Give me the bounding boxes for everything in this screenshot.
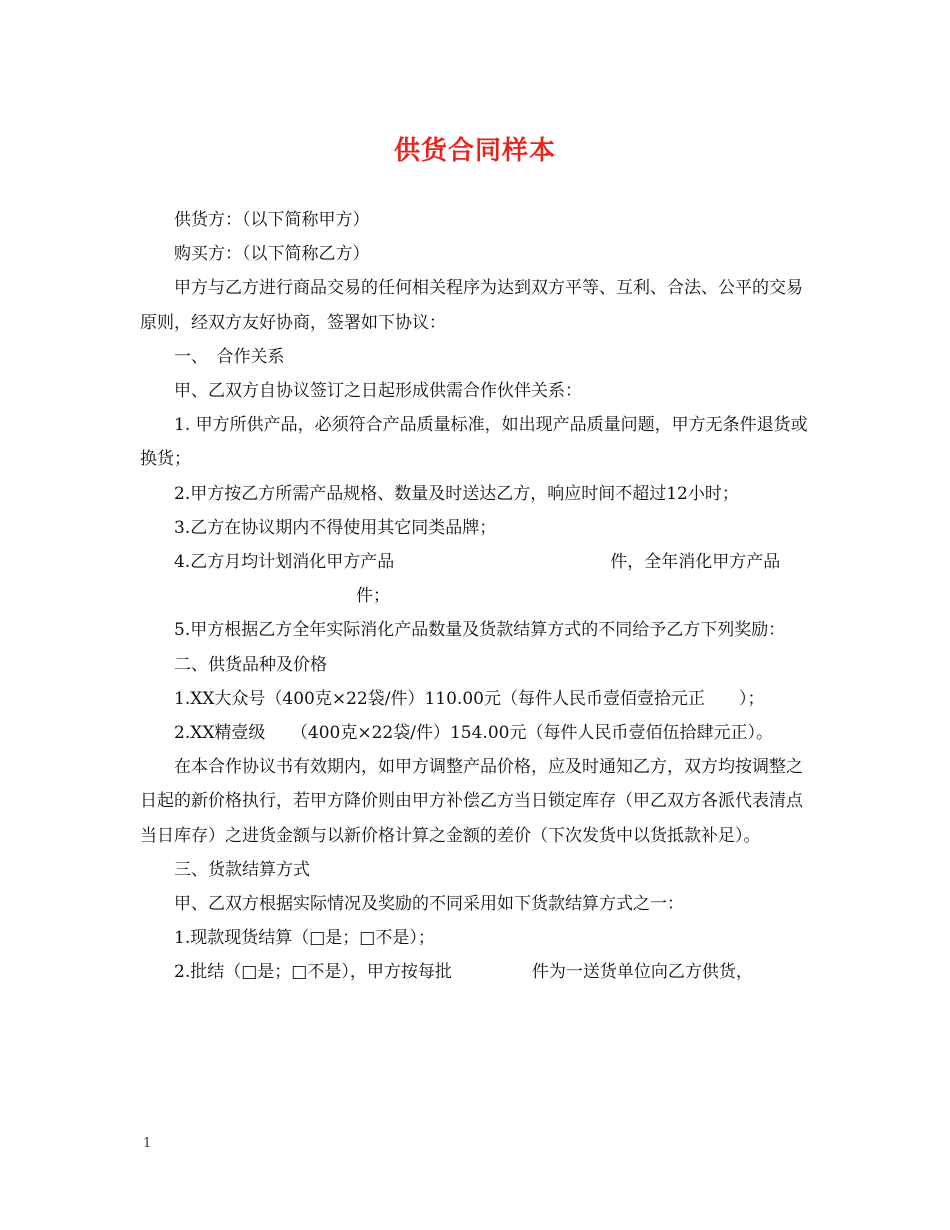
paragraph-price-adjustment: 在本合作协议书有效期内，如甲方调整产品价格，应及时通知乙方，双方均按调整之日起的新价格执行，若甲方降价则由甲方补偿乙方当日锁定库存（甲乙双方各派代表清点当日库存）之进货金额与以新价格计算之金额的差价（下次发货中以货抵款补足）。 — [140, 757, 803, 846]
paragraph-intro: 甲方与乙方进行商品交易的任何相关程序为达到双方平等、互利、合法、公平的交易原则，经双方友好协商，签署如下协议： — [140, 278, 803, 333]
settlement-option-2-part-a: 2.批结（□是；□不是），甲方按每批 — [174, 962, 452, 983]
settlement-option-2 — [140, 955, 812, 989]
price-item-2: 2.XX精壹级 （400克×22袋/件）154.00元（每件人民币壹佰伍拾肆元正）。 — [174, 723, 773, 744]
document-body — [140, 203, 812, 990]
clause-1-4-part-b: 件，全年消化甲方产品 — [610, 552, 781, 573]
clause-1-4-part-a: 4.乙方月均计划消化甲方产品 — [174, 552, 395, 573]
section-heading-3: 三、货款结算方式 — [174, 859, 310, 880]
clause-1-3: 3.乙方在协议期内不得使用其它同类品牌； — [174, 517, 497, 538]
paragraph-partnership: 甲、乙双方自协议签订之日起形成供需合作伙伴关系： — [174, 381, 582, 402]
clause-1-2: 2.甲方按乙方所需产品规格、数量及时送达乙方，响应时间不超过12小时； — [174, 483, 739, 504]
page-number: 1 — [143, 1136, 152, 1151]
price-item-1: 1.XX大众号（400克×22袋/件）110.00元（每件人民币壹佰壹拾元正 ）； — [174, 688, 765, 709]
document-title: 供货合同样本 — [393, 136, 556, 166]
paragraph-buyer: 购买方：（以下简称乙方） — [174, 244, 370, 265]
clause-1-4 — [140, 545, 812, 613]
clause-1-4-part-c: 件； — [356, 586, 390, 607]
settlement-option-2-part-b: 件为一送货单位向乙方供货， — [531, 962, 753, 983]
paragraph-settlement-intro: 甲、乙双方根据实际情况及奖励的不同采用如下货款结算方式之一： — [174, 894, 684, 915]
section-heading-1: 一、 合作关系 — [174, 346, 285, 367]
paragraph-supplier: 供货方：（以下简称甲方） — [174, 210, 370, 230]
settlement-option-1: 1.现款现货结算（□是；□不是）； — [174, 928, 435, 949]
clause-1-1: 1. 甲方所供产品，必须符合产品质量标准，如出现产品质量问题，甲方无条件退货或换货； — [140, 415, 808, 470]
clause-1-5: 5.甲方根据乙方全年实际消化产品数量及货款结算方式的不同给予乙方下列奖励： — [174, 620, 786, 641]
section-heading-2: 二、供货品种及价格 — [174, 654, 327, 675]
